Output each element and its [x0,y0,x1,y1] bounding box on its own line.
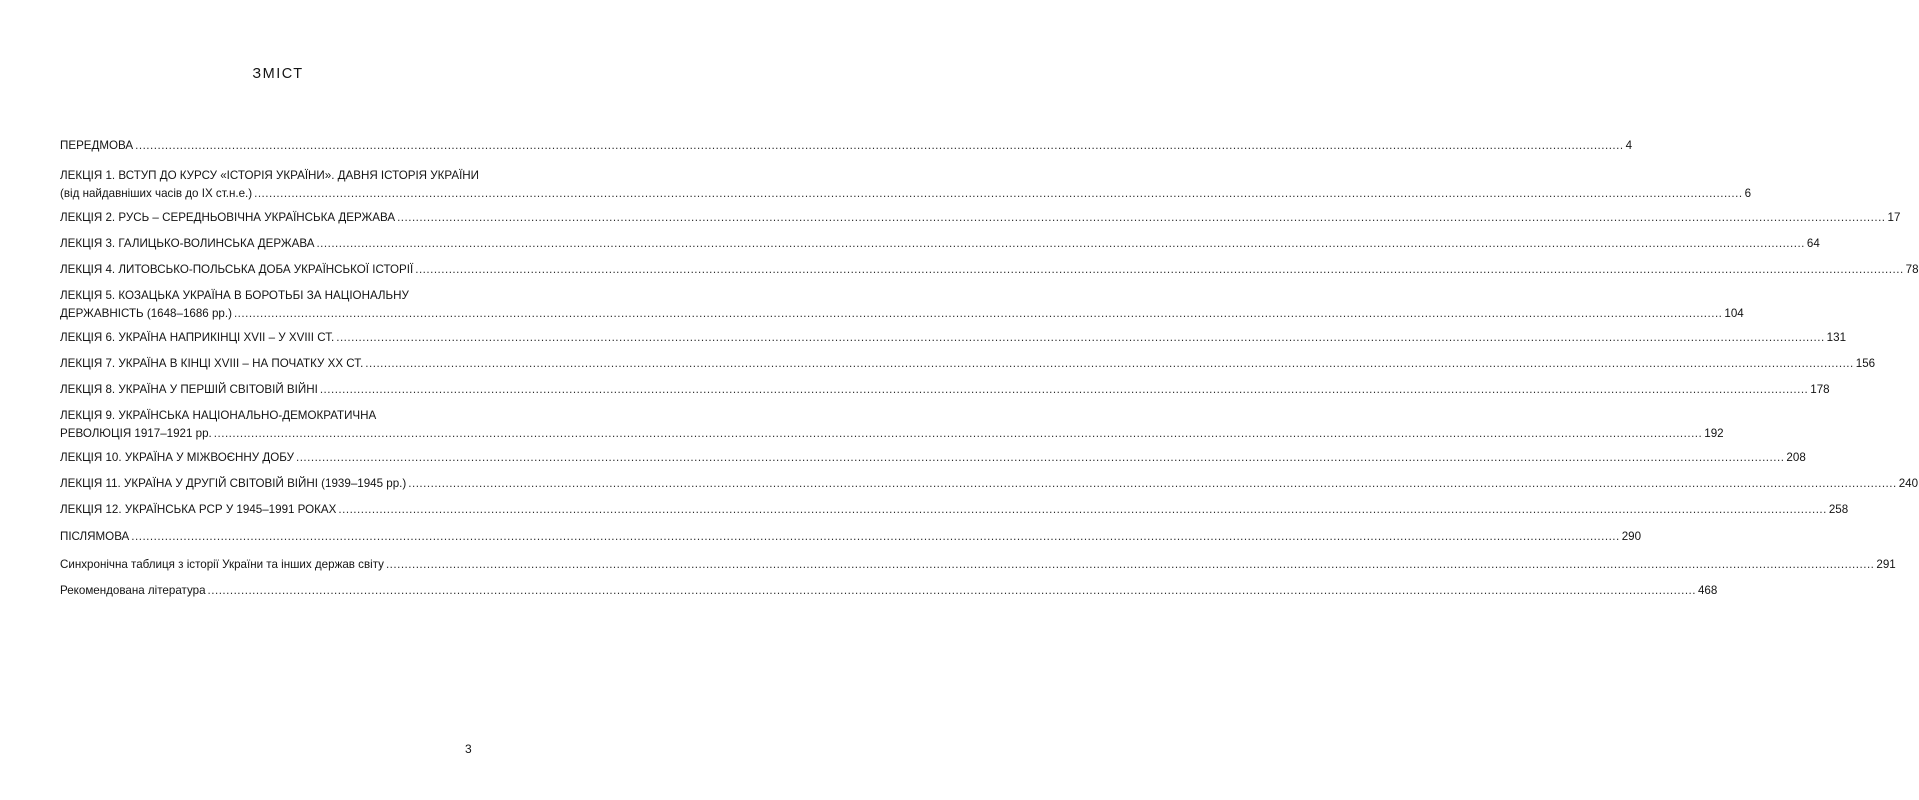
toc-page-number: 6 [1744,187,1752,200]
toc-entry-line [60,209,1901,227]
toc-entry-line [60,582,1718,600]
toc-entry [60,475,1919,493]
toc-dot-leader: ................................................................................................................................................................................................................................................................................................................................................................................................................ [131,530,1620,543]
toc-dot-leader: ................................................................................................................................................................................................................................................................................................................................................................................................................ [408,477,1897,490]
toc-page-number: 240 [1898,477,1919,490]
toc-entry-line [60,381,1830,399]
toc-page-number: 4 [1625,139,1633,152]
toc-entry [60,582,1718,600]
toc-entry [60,501,1849,519]
toc-dot-leader: ................................................................................................................................................................................................................................................................................................................................................................................................................ [385,558,1875,571]
toc-entry-line [60,556,1896,574]
toc-entry-title: ЛЕКЦІЯ 8. УКРАЇНА У ПЕРШІЙ СВІТОВІЙ ВІЙНІ [60,383,318,396]
toc-dot-leader: ................................................................................................................................................................................................................................................................................................................................................................................................................ [254,187,1743,200]
toc-entry-title: (від найдавніших часів до IX ст.н.е.) [60,187,253,200]
toc-entry-title: ЛЕКЦІЯ 1. ВСТУП ДО КУРСУ «ІСТОРІЯ УКРАЇНИ». ДАВНЯ ІСТОРІЯ УКРАЇНИ [60,169,479,182]
toc-entry [60,355,1876,373]
toc-page-number: 208 [1786,451,1806,464]
toc-page-number: 178 [1810,383,1830,396]
toc-page-number: 156 [1855,357,1876,370]
toc-entry-title: ЛЕКЦІЯ 12. УКРАЇНСЬКА РСР У 1945–1991 РОКАХ [60,503,337,516]
toc-entry-title: ЛЕКЦІЯ 11. УКРАЇНА У ДРУГІЙ СВІТОВІЙ ВІЙНІ (1939–1945 рр.) [60,477,407,490]
toc-dot-leader: ................................................................................................................................................................................................................................................................................................................................................................................................................ [365,357,1854,370]
toc-entry-line [60,329,1847,347]
toc-entry-line [60,501,1849,519]
toc-entry-line [60,355,1876,373]
toc-entry-title: ЛЕКЦІЯ 9. УКРАЇНСЬКА НАЦІОНАЛЬНО-ДЕМОКРАТИЧНА [60,409,377,422]
toc-entry-line [60,137,1633,155]
toc-page-number: 64 [1806,237,1820,250]
toc-dot-leader: ................................................................................................................................................................................................................................................................................................................................................................................................................ [415,263,1904,276]
toc-page-number: 104 [1724,307,1744,320]
toc-entry-title: ЛЕКЦІЯ 5. КОЗАЦЬКА УКРАЇНА В БОРОТЬБІ ЗА НАЦІОНАЛЬНУ [60,289,409,302]
toc-page-number: 78 [1905,263,1919,276]
toc-entry [60,556,1896,574]
toc-entry [60,449,1806,467]
toc-entry-title: ЛЕКЦІЯ 10. УКРАЇНА У МІЖВОЄННУ ДОБУ [60,451,294,464]
toc-dot-leader: ................................................................................................................................................................................................................................................................................................................................................................................................................ [319,383,1809,396]
toc-dot-leader: ................................................................................................................................................................................................................................................................................................................................................................................................................ [295,451,1785,464]
toc-entry [60,167,1752,203]
toc-page-number: 131 [1826,331,1847,344]
toc-entry-line [60,287,470,305]
toc-entry-line [60,475,1919,493]
toc-entry [60,137,1633,155]
toc-dot-leader: ................................................................................................................................................................................................................................................................................................................................................................................................................ [336,331,1825,344]
toc-entry [60,528,1642,546]
toc-page-number: 468 [1697,584,1718,597]
page-number: 3 [465,742,472,756]
toc-entry-line [60,261,1919,279]
toc-entry [60,261,1919,279]
toc-page-number: 290 [1621,530,1642,543]
toc-entry-line [60,425,1724,443]
toc-page-number: 17 [1887,211,1901,224]
toc-entry-line [60,185,1752,203]
toc-entry-line [60,407,470,425]
toc-entry-line [60,449,1806,467]
toc-entry-title: ЛЕКЦІЯ 6. УКРАЇНА НАПРИКІНЦІ XVII – У XVIII СТ. [60,331,335,344]
toc-entry-title: ЛЕКЦІЯ 2. РУСЬ – СЕРЕДНЬОВІЧНА УКРАЇНСЬКА ДЕРЖАВА [60,211,396,224]
toc-entry [60,235,1820,253]
toc-dot-leader: ................................................................................................................................................................................................................................................................................................................................................................................................................ [207,584,1696,597]
toc-entry-line [60,528,1642,546]
toc-entry [60,329,1847,347]
toc-entry-title: ПЕРЕДМОВА [60,139,134,152]
toc-heading: ЗМІСТ [252,66,304,82]
toc-entry-title: ДЕРЖАВНІСТЬ (1648–1686 рр.) [60,307,232,320]
toc-entry-line [60,305,1744,323]
toc-page-number: 291 [1876,558,1896,571]
toc-page-number: 192 [1704,427,1724,440]
toc-entry-title: Рекомендована література [60,584,206,597]
toc-dot-leader: ................................................................................................................................................................................................................................................................................................................................................................................................................ [213,427,1703,440]
toc-dot-leader: ................................................................................................................................................................................................................................................................................................................................................................................................................ [397,211,1886,224]
toc-entry-title: Синхронічна таблиця з історії України та інших держав світу [60,558,384,571]
toc-entry-title: ЛЕКЦІЯ 7. УКРАЇНА В КІНЦІ XVIII – НА ПОЧАТКУ XX СТ. [60,357,364,370]
toc-entry-line [60,235,1820,253]
toc-entry-title: ЛЕКЦІЯ 4. ЛИТОВСЬКО-ПОЛЬСЬКА ДОБА УКРАЇНСЬКОЇ ІСТОРІЇ [60,263,414,276]
toc-entry-title: ПІСЛЯМОВА [60,530,130,543]
toc-dot-leader: ................................................................................................................................................................................................................................................................................................................................................................................................................ [338,503,1827,516]
toc-dot-leader: ................................................................................................................................................................................................................................................................................................................................................................................................................ [233,307,1723,320]
toc-page-number: 258 [1828,503,1849,516]
toc-entry-title: РЕВОЛЮЦІЯ 1917–1921 рр. [60,427,212,440]
toc-dot-leader: ................................................................................................................................................................................................................................................................................................................................................................................................................ [316,237,1805,250]
toc-entry [60,209,1901,227]
toc-dot-leader: ................................................................................................................................................................................................................................................................................................................................................................................................................ [135,139,1624,152]
toc-entry [60,381,1830,399]
toc-entry-line [60,167,479,185]
toc-entry [60,407,1724,443]
toc-entry-title: ЛЕКЦІЯ 3. ГАЛИЦЬКО-ВОЛИНСЬКА ДЕРЖАВА [60,237,315,250]
toc-entry [60,287,1744,323]
